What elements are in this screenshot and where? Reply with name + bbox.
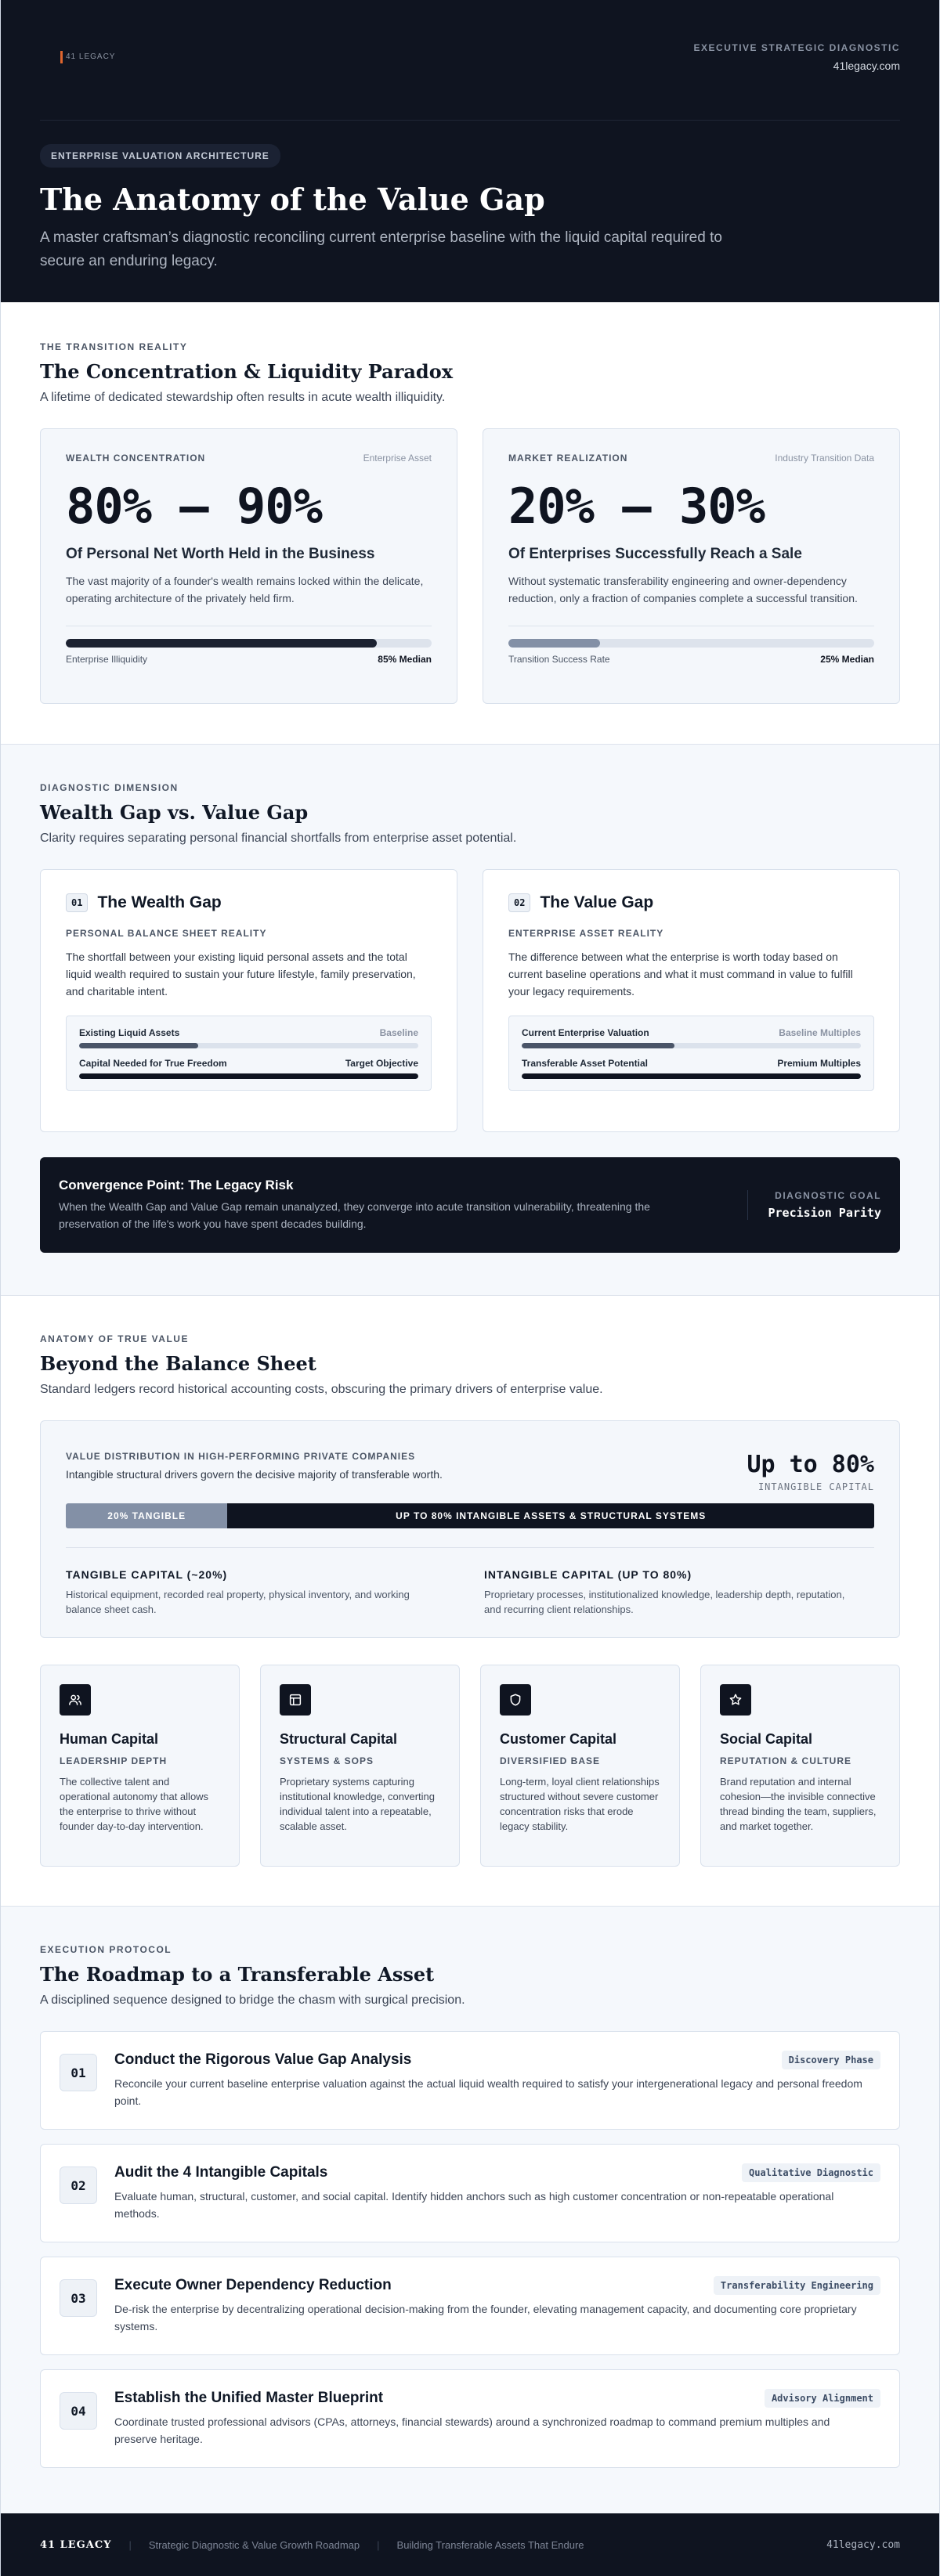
anatomy-section [1,1295,939,1906]
gap-body: The shortfall between your existing liquid personal assets and the total liquid wealth required to sustain your future lifestyle, family preservation, and charitable intent. [66,951,416,998]
step-title: Audit the 4 Intangible Capitals [114,2164,328,2181]
tangible-segment: 20% TANGIBLE [66,1503,227,1528]
diagnostic-goal [747,1190,882,1220]
users-icon [60,1684,91,1716]
logo-mark-icon [60,51,63,63]
stat-label: WEALTH CONCENTRATION [66,453,206,464]
capital-card-human [40,1665,240,1867]
hero-header [1,0,939,302]
intangible-headline-label: INTANGIBLE CAPITAL [757,1481,874,1492]
capital-title: Customer Capital [500,1731,617,1747]
tangible-capital-block [66,1568,434,1617]
footer-item: Building Transferable Assets That Endure [396,2538,584,2551]
row-tag: Target Objective [345,1058,418,1069]
header-meta [694,42,900,72]
meter-value: 25% Median [820,654,874,665]
row-label: Current Enterprise Valuation [522,1027,649,1038]
shield-icon [500,1684,531,1716]
step-title: Conduct the Rigorous Value Gap Analysis [114,2051,412,2068]
row-label: Capital Needed for True Freedom [79,1058,227,1069]
row-tag: Baseline Multiples [779,1027,861,1038]
gap-comparison [66,1016,432,1091]
meter-fill [66,639,377,648]
meter-label: Enterprise Illiquidity [66,654,148,665]
stat-value: 20% – 30% [508,478,765,535]
distribution-label: VALUE DISTRIBUTION IN HIGH-PERFORMING PRIVATE COMPANIES [66,1451,416,1462]
intangible-title: INTANGIBLE CAPITAL (UP TO 80%) [484,1568,692,1581]
section-eyebrow: EXECUTION PROTOCOL [40,1944,172,1955]
intangible-segment: UP TO 80% INTANGIBLE ASSETS & STRUCTURAL SYSTEMS [227,1503,874,1528]
step-number: 04 [60,2392,97,2430]
section-subtitle: A lifetime of dedicated stewardship often results in acute wealth illiquidity. [40,391,446,404]
goal-label: DIAGNOSTIC GOAL [775,1190,881,1201]
hero-pill: ENTERPRISE VALUATION ARCHITECTURE [40,144,280,168]
gap-title: The Wealth Gap [97,893,222,911]
step-number: 01 [60,2054,97,2091]
tangible-body: Historical equipment, recorded real property, physical inventory, and working balance sheet cash. [66,1589,410,1615]
convergence-banner [40,1157,900,1253]
roadmap-steps [40,2031,900,2468]
capital-card-customer [480,1665,680,1867]
value-split-bar [66,1503,874,1528]
step-number: 03 [60,2279,97,2317]
step-tag: Advisory Alignment [765,2389,880,2408]
row-tag: Baseline [379,1027,418,1038]
capital-body: Long-term, loyal client relationships structured without severe customer concentration risks that erode legacy stability. [500,1776,660,1832]
row-track [79,1073,418,1079]
capital-title: Structural Capital [280,1731,398,1747]
row-tag: Premium Multiples [777,1058,861,1069]
roadmap-step [40,2257,900,2355]
capital-title: Human Capital [60,1731,159,1747]
gap-label: PERSONAL BALANCE SHEET REALITY [66,928,267,939]
footer-brand[interactable]: 41 LEGACY [40,2538,112,2551]
meter-track [508,639,874,648]
section-subtitle: Clarity requires separating personal financial shortfalls from enterprise asset potential. [40,832,517,845]
layout-icon [280,1684,311,1716]
capital-label: SYSTEMS & SOPS [280,1755,374,1766]
step-number: 02 [60,2167,97,2204]
footer-url[interactable]: 41legacy.com [826,2538,900,2551]
gap-number: 01 [66,893,88,912]
stat-headline: Of Personal Net Worth Held in the Business [66,546,375,562]
distribution-body: Intangible structural drivers govern the decisive majority of transferable worth. [66,1468,443,1481]
capital-body: Proprietary systems capturing institutional knowledge, converting individual talent into a repeatable, scalable asset. [280,1776,436,1832]
wealth-gap-card [40,869,457,1132]
section-subtitle: A disciplined sequence designed to bridge the chasm with surgical precision. [40,1993,465,2007]
top-bar [40,0,900,121]
stat-value: 80% – 90% [66,478,322,535]
capital-label: REPUTATION & CULTURE [720,1755,851,1766]
stat-card-market-realization [483,428,900,704]
goal-value: Precision Parity [768,1206,881,1220]
stat-label: MARKET REALIZATION [508,453,628,464]
section-subtitle: Standard ledgers record historical accounting costs, obscuring the primary drivers of enterprise value. [40,1383,603,1396]
capital-label: DIVERSIFIED BASE [500,1755,601,1766]
stat-source: Industry Transition Data [775,453,874,464]
row-fill [522,1073,861,1079]
section-title: Wealth Gap vs. Value Gap [40,801,309,824]
section-eyebrow: THE TRANSITION REALITY [40,341,188,352]
roadmap-step [40,2369,900,2468]
row-track [79,1043,418,1048]
capital-card-structural [260,1665,460,1867]
transition-section [1,302,939,744]
row-fill [522,1043,674,1048]
row-label: Existing Liquid Assets [79,1027,180,1038]
row-track [522,1043,861,1048]
gap-title: The Value Gap [540,893,654,911]
gap-number: 02 [508,893,530,912]
step-title: Execute Owner Dependency Reduction [114,2277,392,2293]
star-icon [720,1684,751,1716]
section-title: The Concentration & Liquidity Paradox [40,360,454,383]
footer-item: Strategic Diagnostic & Value Growth Roadmap [148,2538,360,2551]
value-distribution-card [40,1420,900,1638]
brand-logo[interactable] [60,51,115,63]
capital-label: LEADERSHIP DEPTH [60,1755,168,1766]
intangible-headline-value: Up to 80% [747,1451,874,1478]
header-label: EXECUTIVE STRATEGIC DIAGNOSTIC [693,41,900,53]
header-url[interactable]: 41legacy.com [833,59,900,72]
intangible-body: Proprietary processes, institutionalized knowledge, leadership depth, reputation, and recurring client relationships. [484,1589,845,1615]
capital-body: The collective talent and operational autonomy that allows the enterprise to thrive without founder day-to-day intervention. [60,1776,209,1832]
gap-comparison [508,1016,874,1091]
footer [1,2513,939,2576]
step-title: Establish the Unified Master Blueprint [114,2390,384,2406]
page-subtitle: A master craftsman’s diagnostic reconciling current enterprise baseline with the liquid capital required to secure an enduring legacy. [40,229,722,269]
footer-separator: | [377,2538,380,2551]
section-eyebrow: ANATOMY OF TRUE VALUE [40,1333,189,1344]
section-title: Beyond the Balance Sheet [40,1352,316,1375]
meter-label: Transition Success Rate [508,654,610,665]
stat-body: The vast majority of a founder's wealth remains locked within the delicate, operating architecture of the privately held firm. [66,575,424,604]
value-gap-card [483,869,900,1132]
capital-body: Brand reputation and internal cohesion—the invisible connective thread binding the team, suppliers, and market together. [720,1776,877,1832]
row-track [522,1073,861,1079]
row-fill [79,1073,418,1079]
dimension-section [1,744,939,1295]
step-body: De-risk the enterprise by decentralizing operational decision-making from the founder, elevating management capacity, and documenting core proprietary systems. [114,2303,857,2332]
stat-meter [508,626,874,665]
roadmap-step [40,2031,900,2130]
logo-text: 41 LEGACY [66,52,116,61]
roadmap-section [1,1906,939,2513]
stat-card-wealth-concentration [40,428,457,704]
capital-card-social [700,1665,900,1867]
row-fill [79,1043,198,1048]
step-tag: Discovery Phase [782,2051,880,2069]
step-body: Evaluate human, structural, customer, and social capital. Identify hidden anchors such as high customer concentration or non-repeatable operational methods. [114,2190,834,2220]
gap-label: ENTERPRISE ASSET REALITY [508,928,664,939]
roadmap-step [40,2144,900,2242]
step-body: Coordinate trusted professional advisors (CPAs, attorneys, financial stewards) around a synchronized roadmap to command premium multiples and preserve heritage. [114,2415,830,2445]
row-label: Transferable Asset Potential [522,1058,648,1069]
stat-meter [66,626,432,665]
stat-source: Enterprise Asset [363,453,432,464]
stat-body: Without systematic transferability engineering and owner-dependency reduction, only a fraction of companies complete a successful transition. [508,575,858,604]
tangible-title: TANGIBLE CAPITAL (~20%) [66,1568,228,1581]
intangible-capital-block [484,1568,852,1617]
step-tag: Qualitative Diagnostic [742,2163,880,2182]
capital-title: Social Capital [720,1731,813,1747]
page-title: The Anatomy of the Value Gap [40,182,545,217]
gap-body: The difference between what the enterprise is worth today based on current baseline operations and what it must command in value to fulfill your legacy requirements. [508,951,853,998]
convergence-body: When the Wealth Gap and Value Gap remain unanalyzed, they converge into acute transition vulnerability, threatening the preservation of the life's work you have spent decades building. [59,1200,650,1230]
section-eyebrow: DIAGNOSTIC DIMENSION [40,782,179,793]
meter-value: 85% Median [378,654,432,665]
step-body: Reconcile your current baseline enterprise valuation against the actual liquid wealth required to satisfy your intergenerational legacy and personal freedom point. [114,2077,862,2107]
meter-fill [508,639,600,648]
step-tag: Transferability Engineering [714,2276,880,2295]
stat-headline: Of Enterprises Successfully Reach a Sale [508,546,802,562]
meter-track [66,639,432,648]
section-title: The Roadmap to a Transferable Asset [40,1963,435,1986]
footer-separator: | [128,2538,132,2551]
convergence-title: Convergence Point: The Legacy Risk [59,1178,294,1192]
